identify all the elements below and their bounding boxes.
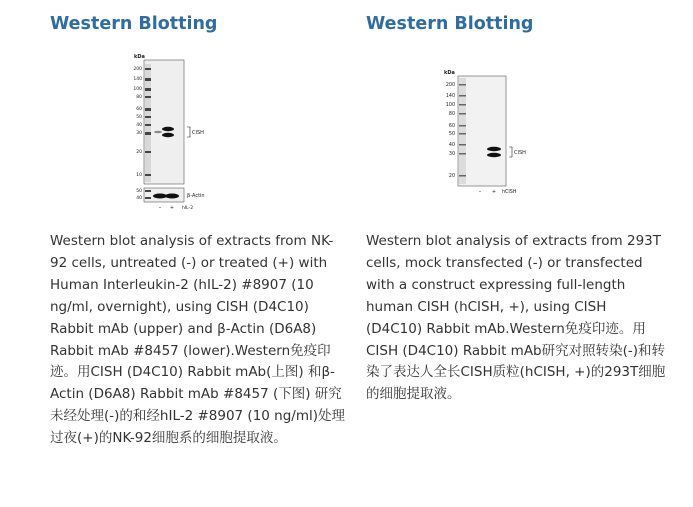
lane-label: – [478,189,482,195]
marker-label: 60 [136,107,142,112]
panel-title: Western Blotting [366,14,534,34]
marker-label: 30 [136,131,142,136]
ladder-band [459,133,466,135]
ladder-band [459,175,466,177]
ladder-band [145,151,151,153]
marker-label: 100 [445,103,455,108]
marker-label: 50 [448,132,455,137]
treatment-label: hCISH [502,190,517,195]
figure-caption: Western blot analysis of extracts from NK-92 cells, untreated (-) or treated (+) with Human Interleukin-2 (hIL-2) #8907 (10 ng/ml, overnight), using CISH (D4C10) Rabbit mAb (upper) and β-Actin (D6A8) Rabbit mAb #8457 (lower).Western免疫印迹。用CISH (D4C10) Rabbit mAb(上图) 和β-Actin (D6A8) Rabbit mAb #8457 (下图) 研究未经处理(-)的和经hIL-2 #8907 (10 ng/ml)处理过夜(+)的NK-92细胞系的细胞提取液。 [50,233,346,447]
ladder-band [145,190,151,192]
ladder-band [459,125,466,127]
ladder-lane [459,78,466,184]
band-bracket [509,147,512,157]
ladder-lane [145,64,151,182]
cish-label: CISH [514,150,526,156]
marker-label: 50 [136,189,142,194]
figure-caption: Western blot analysis of extracts from 293T cells, mock transfected (-) or transfected with a construct expressing full-length human CISH (hCISH, +), using CISH (D4C10) Rabbit mAb.Western免疫印迹。用CISH (D4C10) Rabbit mAb研究对照转染(-)和转染了表达人全长CISH质粒(hCISH, +)的293T细胞的细胞提取液。 [366,233,666,403]
marker-label: 40 [136,196,142,201]
ladder-band [145,78,151,81]
ladder-band [145,108,151,111]
western-blot-image-right [436,64,606,200]
ladder-band [145,124,151,126]
cish-band [487,147,501,151]
marker-label: 20 [136,150,142,155]
ladder-band [459,153,466,155]
marker-label: 140 [133,77,142,82]
marker-label: 80 [136,95,142,100]
kda-label: kDa [444,70,455,76]
marker-label: 30 [448,152,455,157]
marker-label: 60 [448,124,455,129]
marker-label: 200 [133,67,142,72]
actin-marker-labels [136,188,142,201]
marker-labels [133,66,142,178]
ladder-band [459,113,466,115]
marker-label: 10 [136,173,142,178]
cish-band [487,153,501,157]
actin-band [165,194,179,199]
marker-label: 80 [448,112,455,117]
ladder-band [459,144,466,146]
kda-label: kDa [134,54,145,60]
ladder-band [145,116,151,118]
panel-title: Western Blotting [50,14,218,34]
lane-label: + [169,205,175,211]
treatment-label: hIL-2 [182,206,194,211]
marker-label: 50 [136,115,142,120]
cish-band [162,133,174,137]
ladder-band [145,68,151,70]
cish-label: CISH [192,130,204,136]
lane-label: + [491,189,497,195]
marker-label: 20 [448,174,455,179]
ladder-band [459,84,466,86]
marker-label: 140 [445,94,455,99]
ladder-band [145,88,151,91]
cish-band-faint [154,131,162,133]
marker-label: 100 [133,87,142,92]
western-blot-image-left [130,50,280,220]
marker-label: 200 [445,83,455,88]
ladder-band [145,96,151,98]
ladder-band [145,174,151,176]
ladder-band [145,197,151,199]
cish-band [162,127,174,131]
marker-label: 40 [136,123,142,128]
lane-label: – [158,205,162,211]
ladder-band [459,104,466,106]
actin-band [153,194,167,199]
band-bracket [187,127,190,137]
ladder-band [459,95,466,97]
actin-label: β-Actin [187,193,205,199]
marker-label: 40 [448,143,455,148]
ladder-band [145,132,151,135]
marker-labels [446,82,455,179]
